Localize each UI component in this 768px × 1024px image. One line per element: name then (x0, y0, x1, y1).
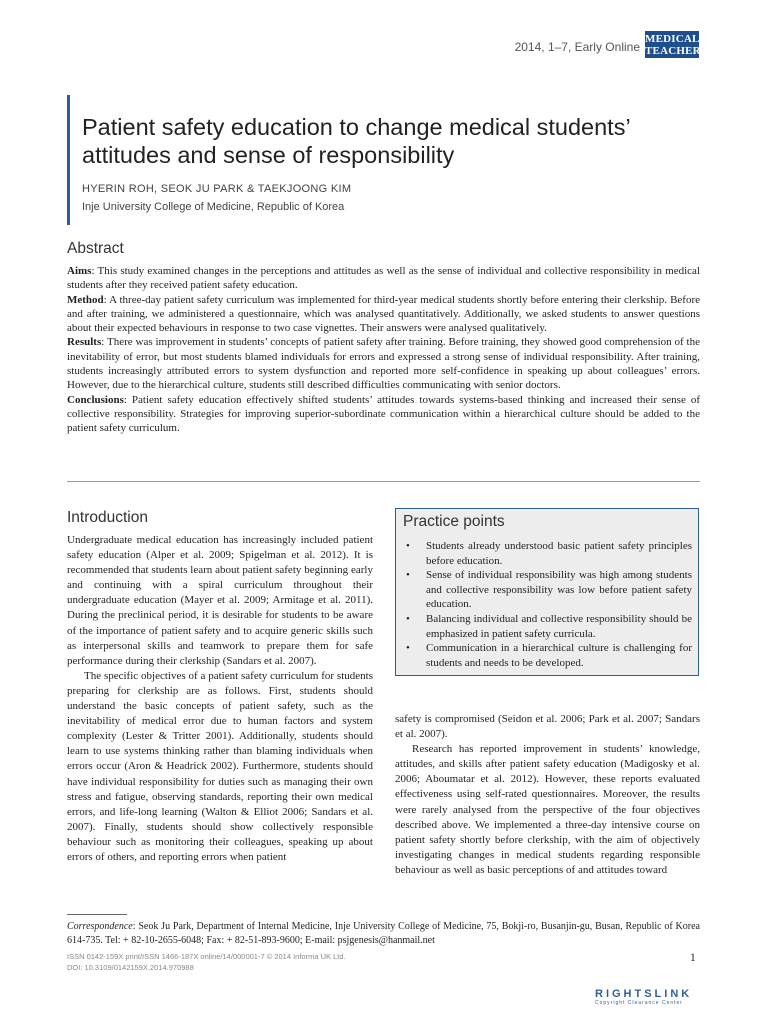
aims-text: : This study examined changes in the perceptions and attitudes as well as the sense of individual and collective responsibility in medical students after they received patient safety education. (67, 265, 700, 292)
intro-paragraph-3: safety is compromised (Seidon et al. 2006; Park et al. 2007; Sandars et al. 2007). (395, 713, 700, 741)
abstract-heading: Abstract (67, 240, 124, 257)
abstract-aims (67, 264, 700, 293)
bullet-icon: • (406, 642, 410, 655)
article-affiliation: Inje University College of Medicine, Republic of Korea (82, 201, 345, 213)
logo-line-2: TEACHER (645, 45, 701, 57)
correspondence-note (67, 920, 700, 947)
results-text: : There was improvement in students’ concepts of patient safety after training. Before training, they showed good comprehension of the inevitability of error, but most students blamed individuals for errors and expressed a strong sense of individual responsibility. After training, students increasingly attributed errors to system dysfunction and reported more self-confidence in speaking up about colleagues’ errors. However, due to the hierarchical culture, students still described difficulties communicating with senior doctors. (67, 336, 700, 392)
issn-line: ISSN 0142-159X print/ISSN 1466-187X online/14/000001-7 © 2014 Informa UK Ltd. (67, 952, 346, 961)
bullet-icon: • (406, 540, 410, 552)
practice-points-box (395, 508, 699, 676)
practice-point-text: Sense of individual responsibility was high among students and collective responsibility was low before patient safety education. (426, 569, 692, 611)
practice-point-text: Students already understood basic patient safety principles before education. (426, 540, 692, 567)
correspondence-label: Correspondence (67, 921, 133, 932)
intro-paragraph-4: Research has reported improvement in students’ knowledge, attitudes, and skills after patient safety education (Madigosky et al. 2006; Aboumatar et al. 2012). However, these reports evaluated effectiveness using self-rated questionnaires. Moreover, the results were rarely analysed from the perspective of the four objectives described above. We implemented a three-day intensive course on patient safety shortly before clerkship, with the aim of objectively investigating changes in medical students regarding responsible behaviour as well as basic perceptions of and attitudes toward (395, 743, 700, 876)
logo-line-1: MEDICAL (645, 33, 700, 45)
abstract-method (67, 293, 700, 336)
abstract-body (67, 264, 700, 436)
results-label: Results (67, 336, 102, 349)
intro-paragraph-2: The specific objectives of a patient safety curriculum for students preparing for clerkship are as follows. First, students should understand the basic concepts of patient safety, such as the inevitability of medical error due to human factors and system complexity (Lester & Tritter 2001). Additionally, students should learn to use systems thinking rather than blaming individuals when errors occur (Aron & Headrick 2002). Furthermore, students should have individual responsibility for duties such as managing their own stress and fatigue, observing standards, reporting their own medical errors, and life-long learning (Walton & Elliot 2006; Sandars et al. 2007). Finally, students should show collectively responsible behaviour such as monitoring their colleagues, speaking up about errors of others, and reporting errors when patient (67, 669, 373, 863)
title-accent-bar (67, 95, 70, 225)
publication-info (67, 952, 346, 973)
correspondence-text: : Seok Ju Park, Department of Internal Medicine, Inje University College of Medicine, 75, Bokji-ro, Busanjin-gu, Busan, Republic of Korea 614-735. Tel: + 82-10-2655-6048; Fax: + 82-51-893-9600; E-mail: psjgenesis@hanmail.net (67, 921, 700, 946)
section-divider (67, 481, 700, 482)
journal-logo (645, 31, 699, 58)
practice-point-text: Communication in a hierarchical culture is challenging for students and needs to be developed. (426, 642, 692, 669)
rightslink-tagline: Copyright Clearance Center (595, 1000, 683, 1006)
doi-line: DOI: 10.3109/0142159X.2014.970988 (67, 962, 194, 972)
abstract-conclusions (67, 393, 700, 436)
aims-label: Aims (67, 265, 92, 277)
article-authors: HYERIN ROH, SEOK JU PARK & TAEKJOONG KIM (82, 183, 352, 195)
article-title: Patient safety education to change medical students’ attitudes and sense of responsibility (82, 114, 630, 168)
practice-points-heading: Practice points (403, 513, 505, 530)
footnote-rule (67, 914, 127, 915)
list-item (406, 568, 692, 612)
rightslink-wordmark: RIGHTSLINK (595, 988, 693, 1000)
list-item (406, 539, 692, 568)
journal-meta: 2014, 1–7, Early Online (514, 40, 640, 54)
intro-paragraph-1: Undergraduate medical education has increasingly included patient safety education (Alper et al. 2009; Spigelman et al. 2012). It is recommended that students learn about patient safety beginning early and continuing with a spiral curriculum throughout their undergraduate education (Mayer et al. 2009; Armitage et al. 2011). During the preclinical period, it is desirable for students to be aware of the importance of patient safety and to acquire generic skills such as interpersonal skills and teamwork to prepare them for safe performance during their clerkship (Sandars et al. 2007). (67, 534, 373, 667)
abstract-results (67, 335, 700, 392)
list-item (406, 641, 692, 670)
list-item (406, 612, 692, 641)
rightslink-logo (595, 988, 755, 1006)
method-label: Method (67, 293, 104, 306)
method-text: : A three-day patient safety curriculum was implemented for third-year medical students shortly before entering their clerkship. Before and after training, we administered a questionnaire, which was analysed quantitatively. Additionally, we asked students to answer questions about their expected behaviours in response to two case vignettes. Their answers were analysed qualitatively. (67, 293, 700, 335)
conclusions-text: : Patient safety education effectively shifted students’ attitudes towards systems-based thinking and increased their sense of collective responsibility. Strategies for improving superior-subordinate communication within a hierarchical culture should be added to the patient safety curriculum. (67, 393, 700, 435)
body-column-right (395, 712, 700, 878)
practice-points-list (406, 539, 692, 670)
conclusions-label: Conclusions (67, 393, 124, 406)
introduction-heading: Introduction (67, 509, 148, 526)
practice-point-text: Balancing individual and collective responsibility should be emphasized in patient safety curricula. (426, 612, 692, 640)
bullet-icon: • (406, 569, 410, 582)
body-column-left (67, 533, 373, 865)
page-number: 1 (690, 952, 696, 964)
bullet-icon: • (406, 612, 410, 625)
